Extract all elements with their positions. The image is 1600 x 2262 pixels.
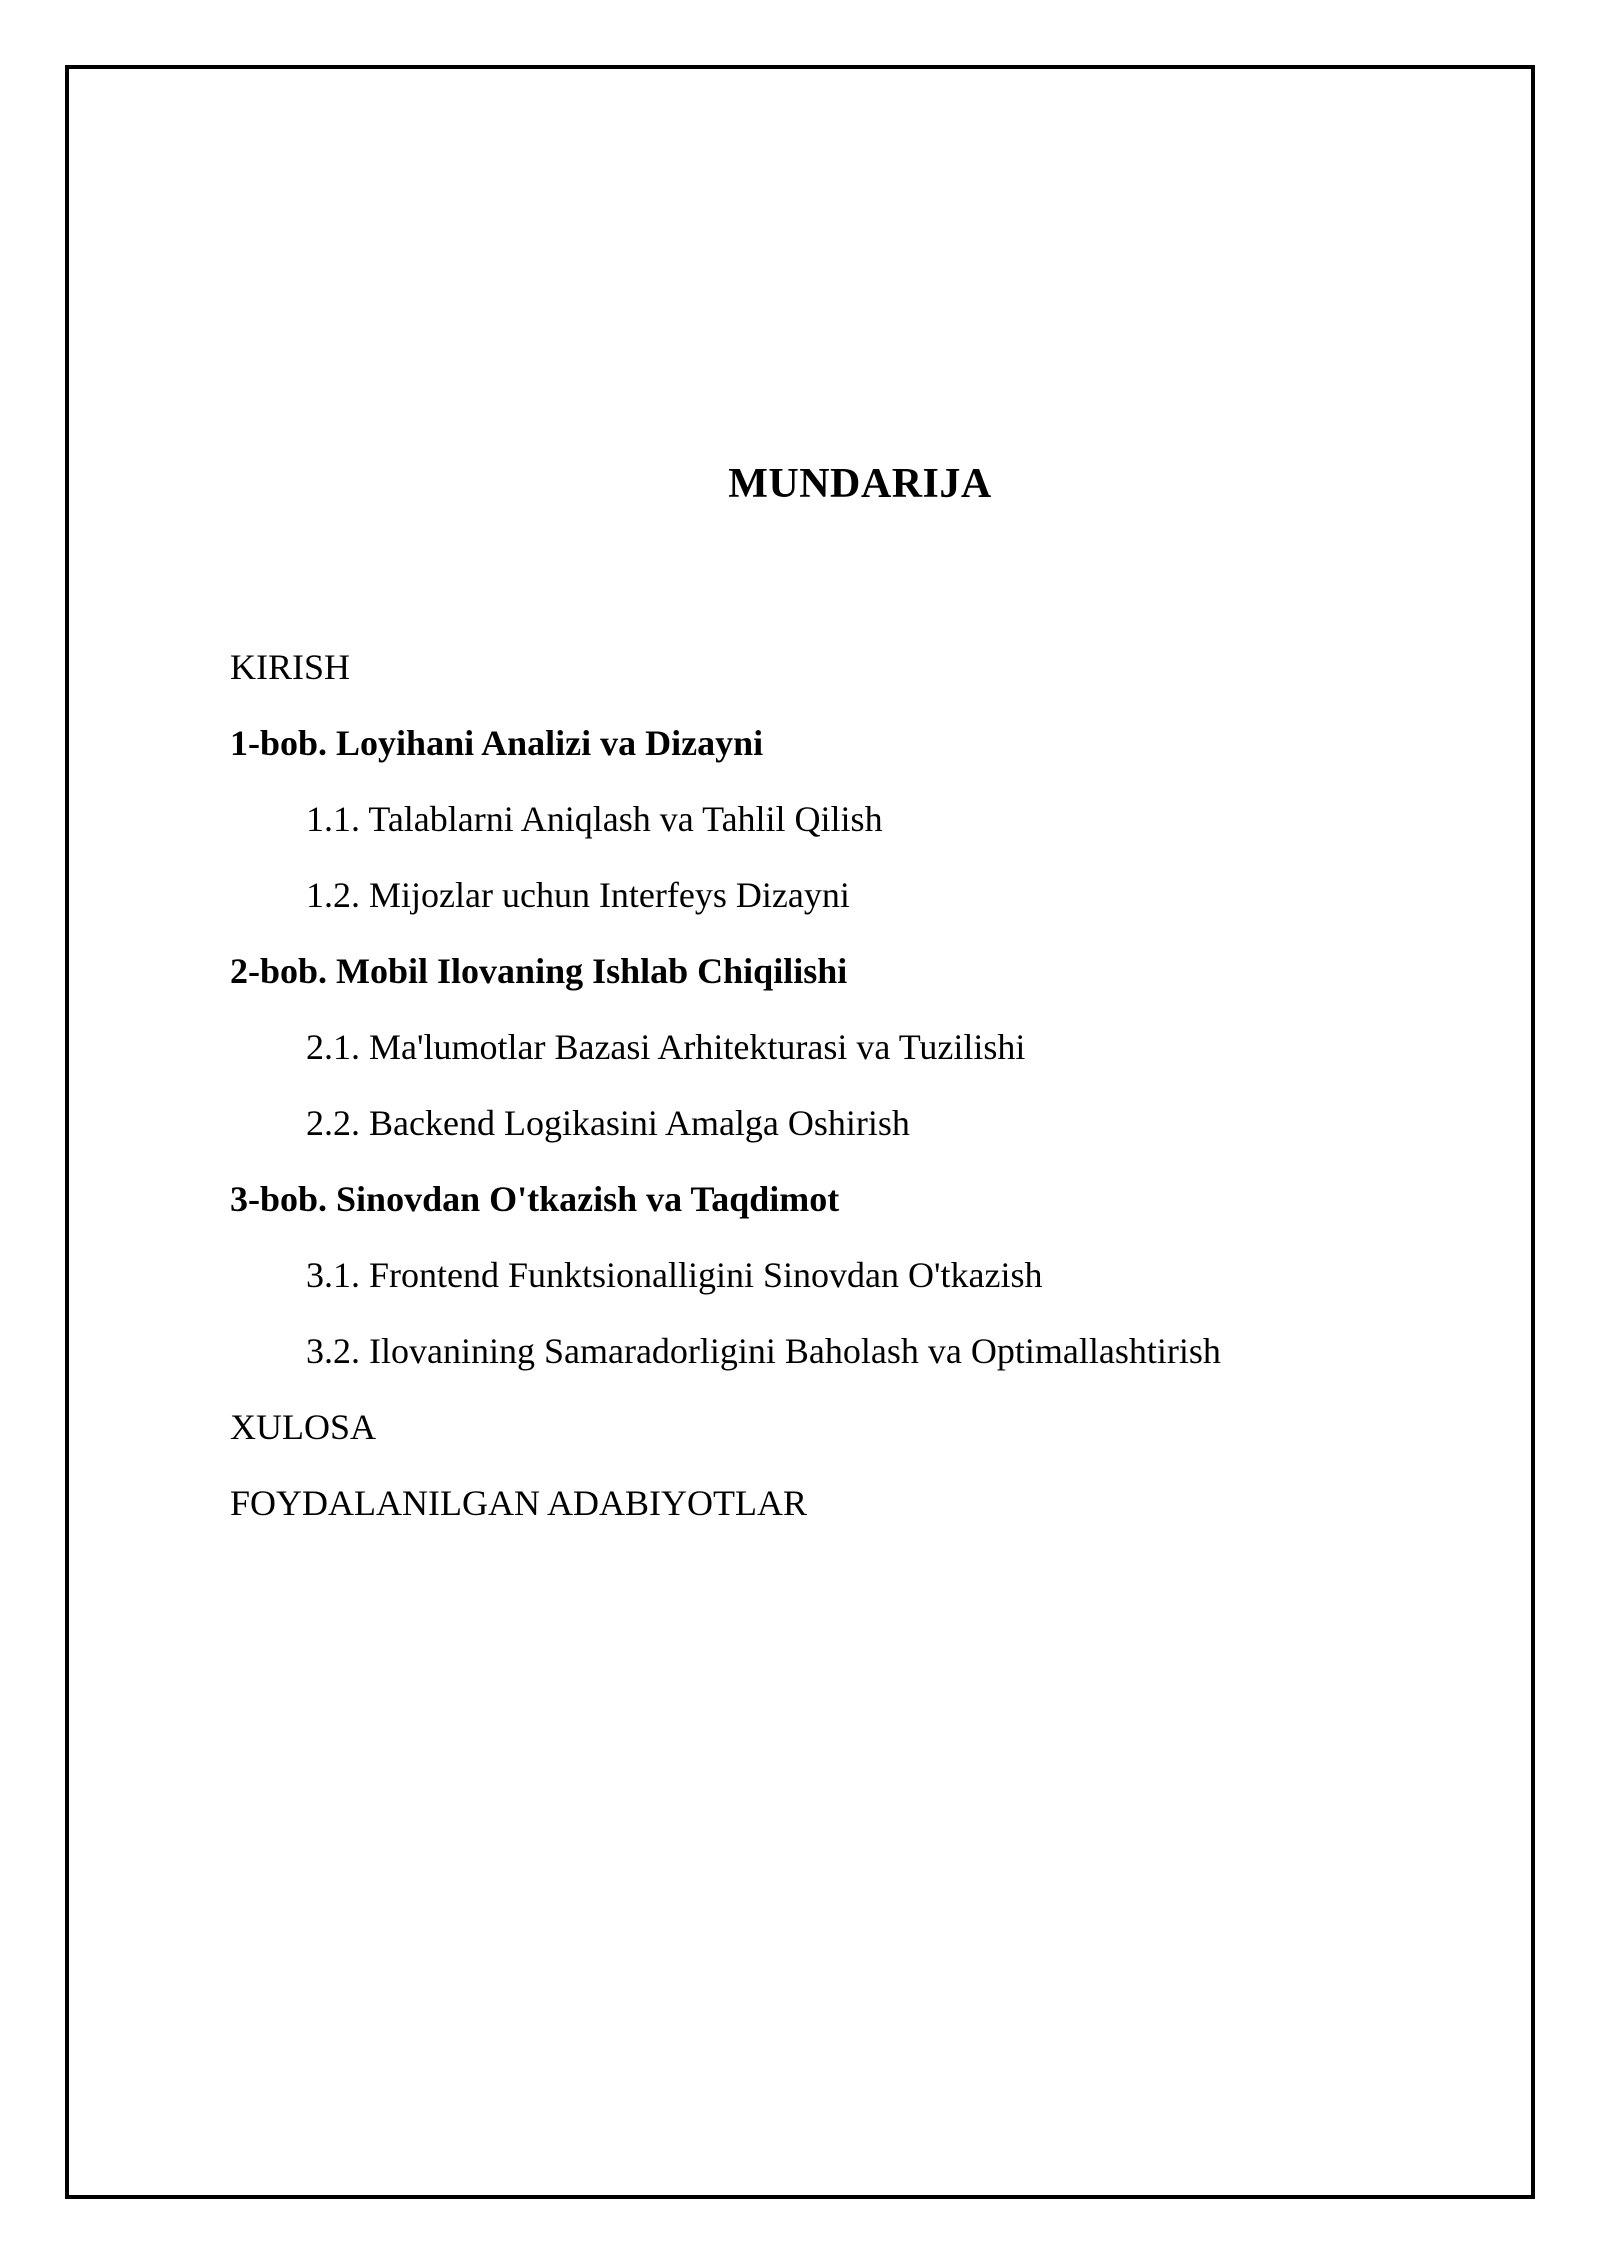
toc-entry: KIRISH (230, 647, 351, 687)
toc-entry: 2.2. Backend Logikasini Amalga Oshirish (306, 1103, 910, 1143)
toc-entry: 1.2. Mijozlar uchun Interfeys Dizayni (306, 875, 850, 915)
toc-entry: 1-bob. Loyihani Analizi va Dizayni (230, 723, 764, 763)
toc-entry: 2-bob. Mobil Ilovaning Ishlab Chiqilishi (230, 951, 848, 991)
toc-entry: XULOSA (230, 1407, 377, 1447)
toc-title: MUNDARIJA (728, 461, 992, 507)
toc-entry: 1.1. Talablarni Aniqlash va Tahlil Qilish (306, 799, 883, 839)
toc-entry: 3.2. Ilovanining Samaradorligini Baholash va Optimallashtirish (306, 1331, 1221, 1371)
toc-entry: 3-bob. Sinovdan O'tkazish va Taqdimot (230, 1179, 840, 1219)
table-of-contents (230, 640, 1470, 1552)
toc-entry: 2.1. Ma'lumotlar Bazasi Arhitekturasi va Tuzilishi (306, 1027, 1026, 1067)
toc-entry: 3.1. Frontend Funktsionalligini Sinovdan O'tkazish (306, 1255, 1043, 1295)
toc-entry: FOYDALANILGAN ADABIYOTLAR (230, 1483, 807, 1523)
